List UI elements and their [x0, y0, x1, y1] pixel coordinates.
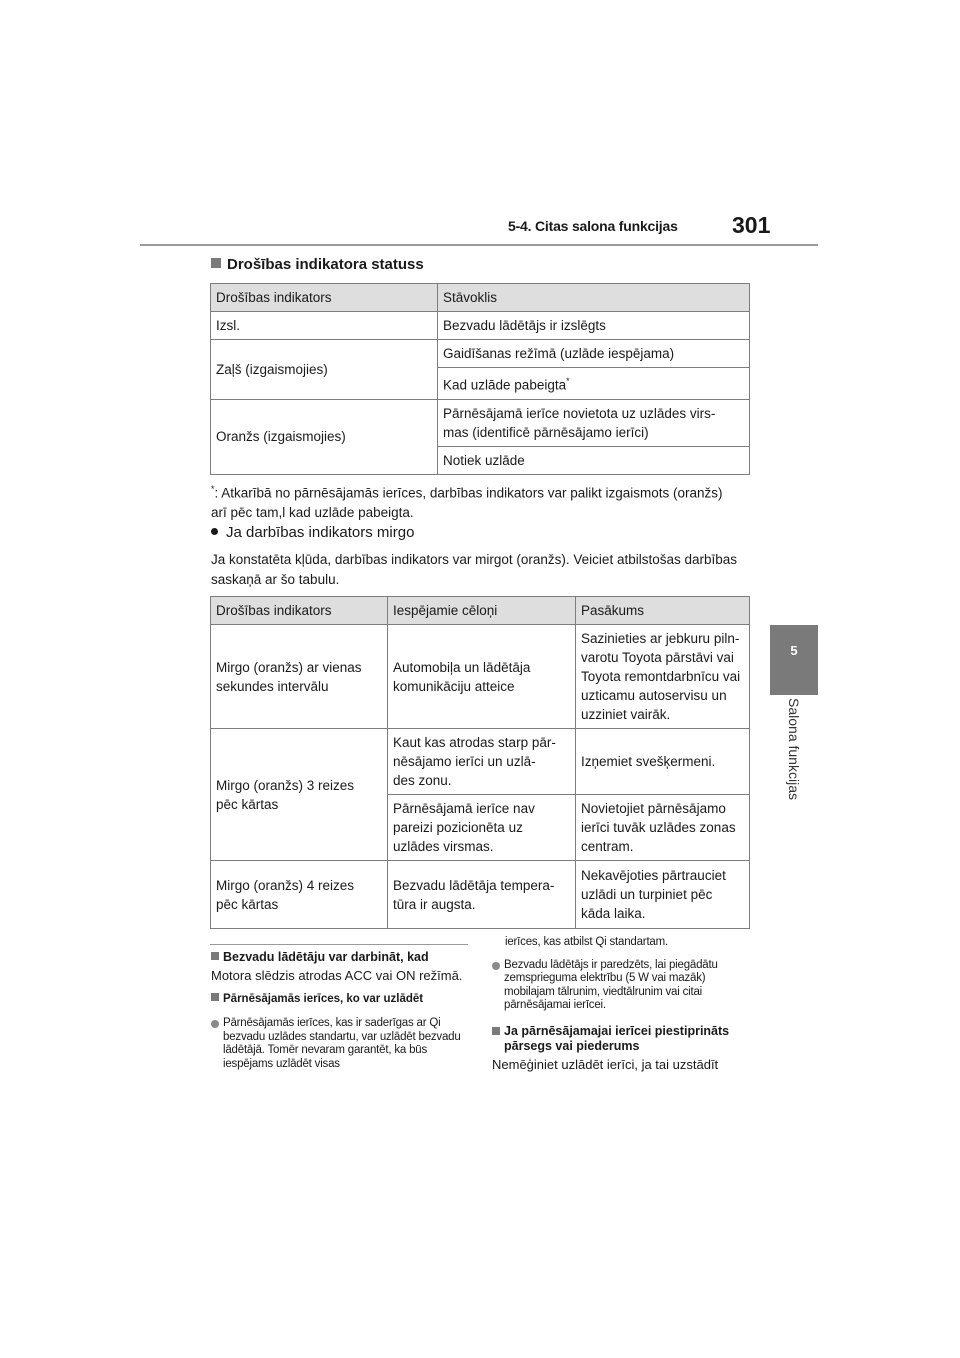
- table-header: Stāvoklis: [438, 284, 750, 312]
- table-cell: Zaļš (izgaismojies): [211, 340, 438, 400]
- left-column: [211, 950, 471, 1071]
- footnote-marker: *: [211, 484, 215, 494]
- section-title-indicator-status: [211, 256, 424, 273]
- square-bullet-icon: [211, 258, 221, 268]
- table-cell: Sazinieties ar jebkuru piln- varotu Toyota pārstāvi vai Toyota remontdarbnīcu vai uzticamu autoservisu un uzziniet vairāk.: [576, 625, 750, 729]
- table-header: Pasākums: [576, 597, 750, 625]
- page-number: 301: [732, 212, 771, 238]
- table-cell: Nekavējoties pārtrauciet uzlādi un turpiniet pēc kāda laika.: [576, 861, 750, 929]
- bullet-icon: [492, 962, 500, 970]
- chapter-tab-label: Salona funkcijas: [786, 698, 803, 800]
- table-header-row: [211, 597, 750, 625]
- table-cell: Gaidīšanas režīmā (uzlāde iespējama): [438, 340, 750, 368]
- note-bullet: [492, 959, 754, 1013]
- table-cell: Notiek uzlāde: [438, 446, 750, 474]
- note-heading-text: Bezvadu lādētāju var darbināt, kad: [223, 950, 429, 964]
- table-cell: Kaut kas atrodas starp pār- nēsājamo ierīci un uzlā- des zonu.: [388, 729, 576, 795]
- intro-paragraph: Ja konstatēta kļūda, darbības indikators var mirgot (oranžs). Veiciet atbilstošas darbības saskaņā ar šo tabulu.: [211, 552, 738, 587]
- table-cell: Bezvadu lādētāja tempera- tūra ir augsta.: [388, 861, 576, 929]
- note-text: Motora slēdzis atrodas ACC vai ON režīmā.: [211, 968, 463, 983]
- table-cell: Bezvadu lādētājs ir izslēgts: [438, 312, 750, 340]
- table-cell: Pārnēsājamā ierīce novietota uz uzlādes virs- mas (identificē pārnēsājamo ierīci): [438, 399, 750, 446]
- table-header: Drošības indikators: [211, 597, 388, 625]
- table-cell: Oranžs (izgaismojies): [211, 399, 438, 474]
- note-heading: [211, 992, 471, 1007]
- table-header: Iespējamie cēloņi: [388, 597, 576, 625]
- table-row: [211, 312, 750, 340]
- subsection-title-text: Ja darbības indikators mirgo: [226, 524, 415, 541]
- table-cell: Novietojiet pārnēsājamo ierīci tuvāk uzlādes zonas centram.: [576, 795, 750, 861]
- note-heading: [211, 950, 471, 965]
- table-cell: Izsl.: [211, 312, 438, 340]
- chapter-tab: 5: [770, 625, 818, 695]
- table-row: [211, 340, 750, 368]
- square-bullet-icon: [492, 1027, 500, 1035]
- right-column: [492, 936, 754, 1072]
- note-text: Nemēģiniet uzlādēt ierīci, ja tai uzstādīt: [492, 1056, 719, 1072]
- table-cell: Mirgo (oranžs) 3 reizes pēc kārtas: [211, 729, 388, 861]
- footnote-text: : Atkarībā no pārnēsājamās ierīces, darbības indikators var palikt izgaismots (oranžs) arī pēc tam,l kad uzlāde pabeigta.: [211, 485, 723, 520]
- bullet-icon: [211, 528, 218, 535]
- table-header-row: [211, 284, 750, 312]
- section-header: 5-4. Citas salona funkcijas: [508, 218, 678, 234]
- table-row: [211, 625, 750, 729]
- chapter-tab-label-container: [770, 694, 818, 804]
- note-bullet: [211, 1017, 471, 1071]
- table-cell: Automobiļa un lādētāja komunikāciju atteice: [388, 625, 576, 729]
- note-heading: [492, 1024, 754, 1054]
- column-divider: [210, 944, 468, 945]
- note-bullet-text: Bezvadu lādētājs ir paredzēts, lai piegādātu zemsprieguma elektrību (5 W vai mazāk) mobilajam tālrunim, viedtālrunim vai citai pārnēsājamai ierīcei.: [504, 958, 718, 1011]
- blinking-indicator-table: [210, 596, 750, 929]
- note-continuation: ierīces, kas atbilst Qi standartam.: [505, 936, 669, 948]
- footnote-marker: *: [566, 376, 570, 386]
- table-cell: Pārnēsājamā ierīce nav pareizi pozicionēta uz uzlādes virsmas.: [388, 795, 576, 861]
- section-title-text: Drošības indikatora statuss: [227, 256, 424, 273]
- table-row: [211, 861, 750, 929]
- table-cell: Mirgo (oranžs) 4 reizes pēc kārtas: [211, 861, 388, 929]
- note-heading-text: Pārnēsājamās ierīces, ko var uzlādēt: [223, 993, 424, 1005]
- table-cell: Izņemiet svešķermeni.: [576, 729, 750, 795]
- table-cell: Mirgo (oranžs) ar vienas sekundes intervālu: [211, 625, 388, 729]
- table-cell: [438, 368, 750, 400]
- table-row: [211, 399, 750, 446]
- square-bullet-icon: [211, 993, 219, 1001]
- table-header: Drošības indikators: [211, 284, 438, 312]
- footnote: [211, 480, 731, 522]
- header-divider: [140, 244, 818, 246]
- table-row: [211, 729, 750, 795]
- indicator-status-table: [210, 283, 750, 475]
- square-bullet-icon: [211, 952, 219, 960]
- note-heading-text: Ja pārnēsājamajai ierīcei piestiprināts pārsegs vai piederums: [504, 1023, 730, 1053]
- bullet-icon: [211, 1020, 219, 1028]
- subsection-title-blinking: [211, 524, 414, 541]
- cell-text: Kad uzlāde pabeigta: [443, 377, 567, 393]
- note-bullet-text: Pārnēsājamās ierīces, kas ir saderīgas ar Qi bezvadu uzlādes standartu, var uzlādēt bezvadu lādētājā. Tomēr nevaram garantēt, ka būs iespējams uzlādēt visas: [223, 1017, 461, 1070]
